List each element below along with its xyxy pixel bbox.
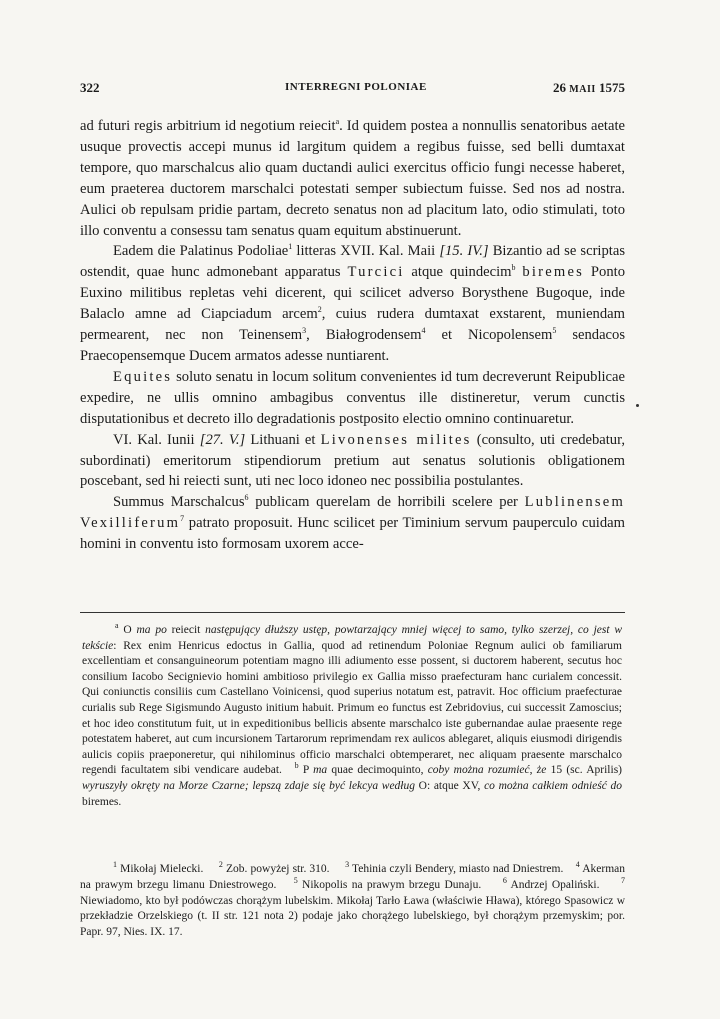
italic-run: coby można rozumieć: [427, 764, 530, 777]
footnote-6: Andrzej Opaliński.: [506, 878, 600, 891]
spaced-text: biremes: [522, 264, 585, 281]
text-run: O: atque XV,: [415, 779, 485, 792]
text-run: litteras XVII. Kal. Maii: [292, 243, 440, 260]
text-run: atque quindecim: [404, 264, 512, 281]
footnote-4: Akerman na prawym brzegu limanu Dniestrowego.: [80, 863, 626, 891]
footnote-5: Nikopolis na prawym brzegu Dunaju.: [297, 878, 482, 891]
footnote-mark: 7: [180, 514, 185, 524]
spaced-text: Livonenses milites: [320, 431, 472, 448]
footnote-7: Niewiadomo, kto był podówczas chorążym lubelskim. Mikołaj Tarło Ława (właściwie Hława), którego Spasowicz w przekładzie Orzelskiego (t. II str. 121 nota 2) podaje jako chorążego lubelskiego, był chorążym przemyskim; por. Papr. 97, Nies. IX. 17.: [80, 894, 625, 939]
date-month: MAII: [569, 84, 596, 95]
text-run: sendacos Praecopensemque Ducem armatos adesse nuntiarent.: [80, 327, 626, 364]
text-run: publicam querelam de horribili scelere per: [248, 494, 525, 511]
footnote-2: Zob. powyżej str. 310.: [222, 863, 330, 875]
text-run: Bizantio ad se scriptas ostendit, quae hunc admonebant apparatus: [80, 243, 625, 281]
text-run: ad futuri regis arbitrium id negotium reiecit: [80, 118, 336, 134]
text-run: Summus Marschalcus: [113, 494, 245, 511]
paragraph-2: [80, 241, 625, 366]
page-number: 322: [80, 80, 100, 95]
text-run: quae decimoquinto,: [327, 764, 428, 777]
text-run: patrato proposuit. Hunc scilicet per Timinium servum pauperculo cuidam homini in conventu isto formosam uxorem acce-: [80, 515, 625, 553]
footnote-mark: 6: [502, 875, 507, 885]
scan-speck: [636, 404, 639, 407]
text-run: , cuius rudera dumtaxat exstarent, muniendam permearent, nec non Teinensem: [80, 306, 625, 344]
date-year: 1575: [599, 80, 625, 95]
text-run: reiecit: [166, 624, 206, 636]
footnotes-numbered-paragraph: [80, 862, 625, 941]
text-run: biremes.: [82, 795, 122, 808]
date-bracket: [27. V.]: [199, 431, 246, 448]
footnote-mark: 1: [113, 860, 117, 870]
paragraph-5: [80, 492, 625, 555]
footnote-3: Tehinia czyli Bendery, miasto nad Dniestrem.: [349, 863, 564, 875]
text-run: (consulto, uti credebatur, subordinati) emeritorum stipendiorum pretium aut senatus solutionis obligationem poscebant, sed hi reiecti sunt, uti nec loco idoneo nec possibilia postulantes.: [80, 431, 626, 490]
italic-run: ma: [313, 764, 328, 777]
italic-run: ma po: [136, 624, 167, 636]
text-run: : Rex enim Henricus edoctus in Gallia, quod ad retinendum Poloniae Regnum aulici ob familiarum excellentiam et consanguineorum potentiam magno illi adiumento esse possent, si ductorem haberent, secutus hoc consilium Iacobo Secignievio homini ambitioso privilegio ex Gallia misso praefecturam hanc curialem concessit. Qui coniunctis consiliis cum Castellano Voinicensi, quod superius notatum est, patravit. Hoc officium praefecturae curialis sub Rege Sigismundo Augusto initium habuit. Primum eo functus est Zebridovius, cui successit Zamoscius; et hoc ideo constitutum fuit, ut in expeditionibus bellicis absente marschalco iste gubernandae aulae praesente rege potestatem haberet, aut cum incursionem Tartarorum reprimendam rex aulicos ablegaret, aliquis eiusmodi dirigendis aulicis copiis praeponeretur, qui nihilominus officio marschalci obtemperaret, nec aliquam praesente marschalco regendi facultatem sibi vendicare audebat.: [82, 639, 622, 777]
running-title: INTERREGNI POLONIAE: [285, 81, 427, 93]
page-header: [80, 80, 625, 100]
text-run: Eadem die Palatinus Podoliae: [113, 243, 289, 260]
italic-run: następujący dłuższy ustęp, powtarzający mniej więcej to samo, tylko szerzej, co jest w tekście: [82, 624, 623, 652]
text-run: Ponto Euxino militibus repletas vehi dicerent, qui scilicet adverso Borysthene Bugoque, inde Balaclo amne ad Ciapciadum arcem: [80, 264, 625, 323]
text-run: Lithuani et: [245, 431, 321, 448]
letter-footnotes: [82, 623, 622, 810]
italic-run: co można całkiem odnieść do: [484, 779, 622, 792]
footnote-mark: 2: [317, 305, 322, 315]
footnote-divider: [80, 612, 625, 613]
date-bracket: [15. IV.]: [439, 243, 489, 260]
italic-run: wyruszyły okręty na Morze Czarne; lepszą zdaje się być lekcya według: [82, 779, 415, 792]
numbered-footnotes: [80, 862, 625, 941]
header-date: [553, 80, 625, 96]
text-run: ,: [529, 764, 537, 777]
footnote-mark: 3: [345, 860, 350, 870]
footnote-mark: 1: [288, 242, 293, 252]
footnote-mark: b: [511, 263, 516, 273]
footnote-a: [82, 623, 622, 810]
footnote-mark: 6: [244, 493, 249, 503]
text-run: O: [118, 624, 137, 636]
text-run: 15 (sc. Aprilis): [546, 764, 622, 777]
footnote-mark: a: [335, 117, 340, 127]
text-run: , Białogrodensem: [306, 327, 422, 344]
text-run: . Id quidem postea a nonnullis senatoribus aetate usuque provectis accepi munus id largitum quidem a regibus fuisse, sed belli dumtaxat tempore, quo marschalcus alio quam ductandi aulici exercitus officio fungi necesse haberet, eum praeterea ductorem marschalci potestati semper subiectum fuisse. Sed nos ad nostra. Aulici ob repulsam pridie partam, decreto senatus non ad placitum lato, odio stimulati, toto illo conventu a consessu tam senatus quam equitum abstinuerunt.: [80, 118, 625, 239]
footnote-mark: b: [294, 761, 299, 771]
text-run: et Nicopolensem: [425, 327, 553, 344]
footnote-mark: 7: [621, 875, 626, 885]
spaced-text: Lublinensem Vexilliferum: [80, 494, 625, 532]
paragraph-3: [80, 367, 625, 430]
footnote-1: Mikołaj Mielecki.: [117, 863, 204, 875]
text-run: VI. Kal. Iunii: [113, 431, 200, 448]
text-run: soluto senatu in locum solitum convenientes id tum decreverunt Reipublicae expedire, ne ullis omnino ambagibus conventus ille distineretur, verum cunctis disputationibus et decreto illo degradationis postposito electio omnino continuaretur.: [80, 368, 625, 427]
footnote-mark: 4: [575, 860, 580, 870]
footnote-mark: 2: [218, 860, 223, 870]
paragraph-1: [80, 116, 625, 241]
italic-run: że: [536, 764, 547, 777]
footnote-mark: 3: [302, 326, 307, 336]
footnote-mark: 5: [552, 326, 557, 336]
main-text: [80, 116, 625, 555]
spaced-text: Equites: [113, 368, 173, 385]
footnote-mark: 4: [421, 326, 426, 336]
footnote-mark: 5: [293, 875, 298, 885]
footnote-mark: a: [115, 621, 119, 631]
date-day: 26: [553, 80, 567, 95]
spaced-text: Turcici: [347, 264, 405, 281]
paragraph-4: [80, 430, 625, 493]
text-run: P: [298, 764, 314, 777]
